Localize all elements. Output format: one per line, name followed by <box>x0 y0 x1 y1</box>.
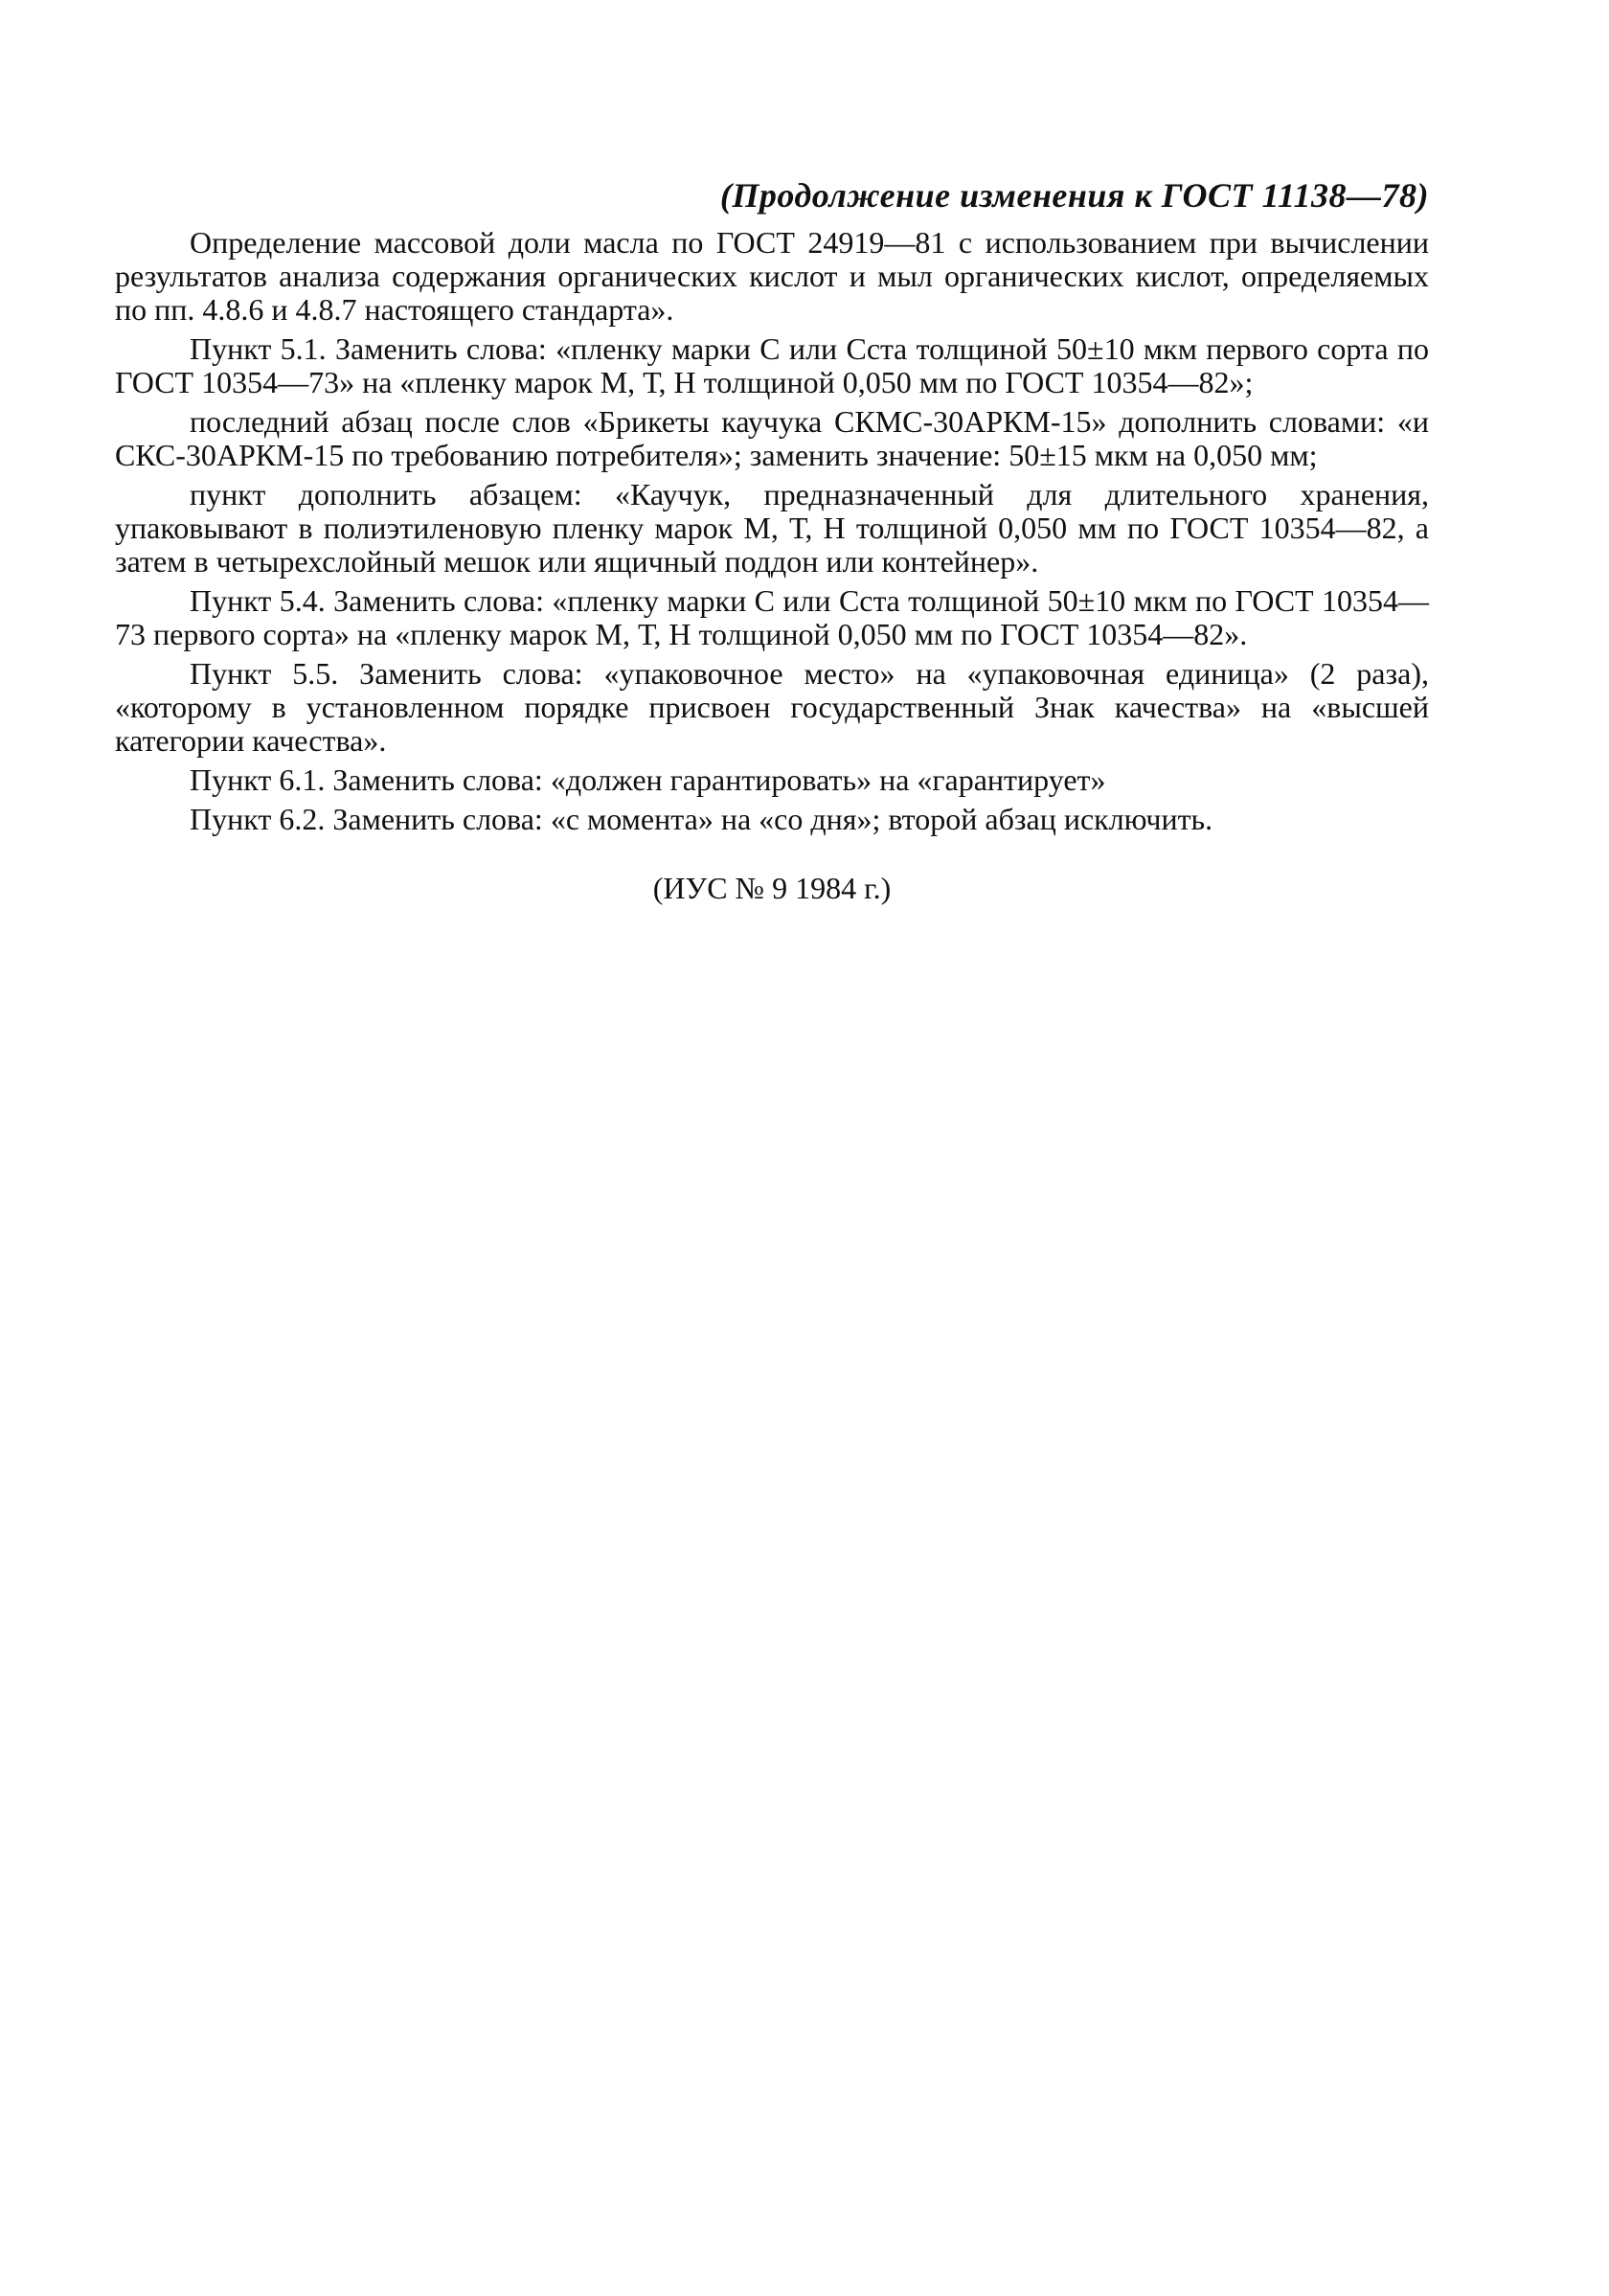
amendment-body <box>115 226 1429 836</box>
document-page <box>115 174 1429 907</box>
ius-citation: (ИУС № 9 1984 г.) <box>652 871 892 905</box>
paragraph-item-5-1: Пункт 5.1. Заменить слова: «пленку марки С или Ccтa толщиной 50±10 мкм первого сорта по ГОСТ 10354—73» на «пленку марок М, Т, Н толщиной 0,050 мм по ГОСТ 10354—82»; <box>115 331 1429 399</box>
paragraph-oil-content: Определение массовой доли масла по ГОСТ 24919—81 с использованием при вычислении результатов анализа содержания органических кислот и мыл органических кислот, определяемых по пп. 4.8.6 и 4.8.7 настоящего стандарта». <box>115 225 1429 327</box>
paragraph-long-storage: пункт дополнить абзацем: «Каучук, предназначенный для длительного хранения, упаковывают в полиэтиленовую пленку марок М, Т, Н толщиной 0,050 мм по ГОСТ 10354—82, а затем в четырехслойный мешок или ящичный поддон или контейнер». <box>115 477 1429 579</box>
paragraph-item-5-5: Пункт 5.5. Заменить слова: «упаковочное место» на «упаковочная единица» (2 раза), «которому в установленном порядке присвоен государственный Знак качества» на «высшей категории качества». <box>115 656 1429 758</box>
running-title: (Продолжение изменения к ГОСТ 11138—78) <box>719 176 1429 215</box>
paragraph-item-6-2: Пункт 6.2. Заменить слова: «с момента» на «со дня»; второй абзац исключить. <box>190 802 1213 836</box>
paragraph-item-5-4: Пункт 5.4. Заменить слова: «пленку марки С или Ccтa толщиной 50±10 мкм по ГОСТ 10354—73 первого сорта» на «пленку марок М, Т, Н толщиной 0,050 мм по ГОСТ 10354—82». <box>115 583 1429 651</box>
paragraph-item-6-1: Пункт 6.1. Заменить слова: «должен гарантировать» на «гарантирует» <box>190 762 1106 797</box>
paragraph-last-abzac: последний абзац после слов «Брикеты каучука СКМС-30АРКМ-15» дополнить словами: «и СКС-30АРКМ-15 по требованию потребителя»; заменить значение: 50±15 мкм на 0,050 мм; <box>115 404 1429 472</box>
